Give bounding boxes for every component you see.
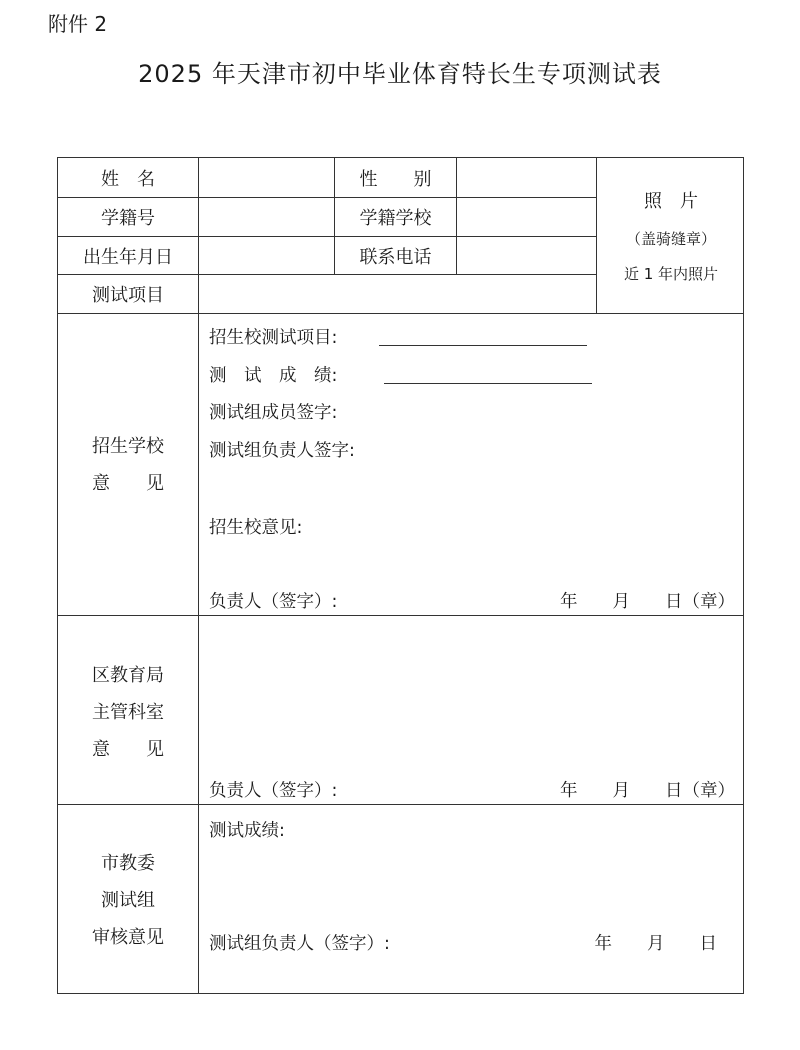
attachment-label: 附件 2 — [48, 12, 108, 36]
birth-field[interactable] — [199, 237, 334, 274]
section-divider — [58, 615, 743, 616]
school-score-label: 测 试 成 绩: — [209, 366, 338, 386]
city-leader-sign: 测试组负责人（签字）: — [209, 934, 390, 954]
school-label-line1: 招生学校 — [92, 436, 164, 457]
section-divider — [58, 804, 743, 805]
school-score-line[interactable] — [384, 383, 592, 384]
city-label-line2: 测试组 — [101, 890, 155, 911]
gender-field[interactable] — [457, 158, 596, 197]
photo-title: 照 片 — [644, 191, 698, 212]
city-label-line1: 市教委 — [101, 853, 155, 874]
birth-label: 出生年月日 — [83, 246, 173, 268]
school-label-line2: 意 见 — [92, 473, 164, 494]
district-date-seal: 年 月 日（章） — [560, 781, 735, 801]
test-item-label: 测试项目 — [92, 285, 164, 306]
district-label-line2: 主管科室 — [92, 702, 164, 723]
name-label: 姓 名 — [101, 168, 155, 190]
photo-recent-note: 近 1 年内照片 — [623, 265, 719, 283]
school-opinion-text: 招生校意见: — [209, 518, 303, 538]
section-divider — [58, 313, 743, 314]
test-form-table — [57, 157, 744, 994]
phone-label: 联系电话 — [359, 246, 432, 268]
city-score-label: 测试成绩: — [209, 821, 285, 841]
city-label-line3: 审核意见 — [92, 927, 164, 948]
city-opinion-label — [58, 845, 198, 956]
district-responsible-sign: 负责人（签字）: — [209, 781, 338, 801]
gender-label: 性 别 — [359, 168, 432, 190]
school-leader-sign: 测试组负责人签字: — [209, 441, 355, 461]
phone-field[interactable] — [457, 237, 596, 274]
school-members-sign: 测试组成员签字: — [209, 403, 338, 423]
student-id-label: 学籍号 — [101, 208, 155, 229]
school-responsible-sign: 负责人（签字）: — [209, 592, 338, 612]
district-label-line3: 意 见 — [92, 739, 164, 760]
city-date: 年 月 日 — [594, 934, 717, 954]
name-field[interactable] — [199, 158, 334, 197]
photo-box — [597, 158, 745, 313]
school-opinion-label — [58, 428, 198, 502]
form-title: 2025 年天津市初中毕业体育特长生专项测试表 — [138, 60, 662, 88]
district-label-line1: 区教育局 — [92, 665, 164, 686]
school-test-item-label: 招生校测试项目: — [209, 328, 338, 348]
photo-seal-note: （盖骑缝章） — [625, 230, 716, 248]
school-field[interactable] — [457, 198, 596, 236]
district-opinion-label — [58, 657, 198, 768]
school-test-item-line[interactable] — [379, 345, 587, 346]
school-label: 学籍学校 — [359, 208, 432, 229]
student-id-field[interactable] — [199, 198, 334, 236]
school-date-seal: 年 月 日（章） — [560, 592, 735, 612]
test-item-field[interactable] — [199, 275, 596, 313]
